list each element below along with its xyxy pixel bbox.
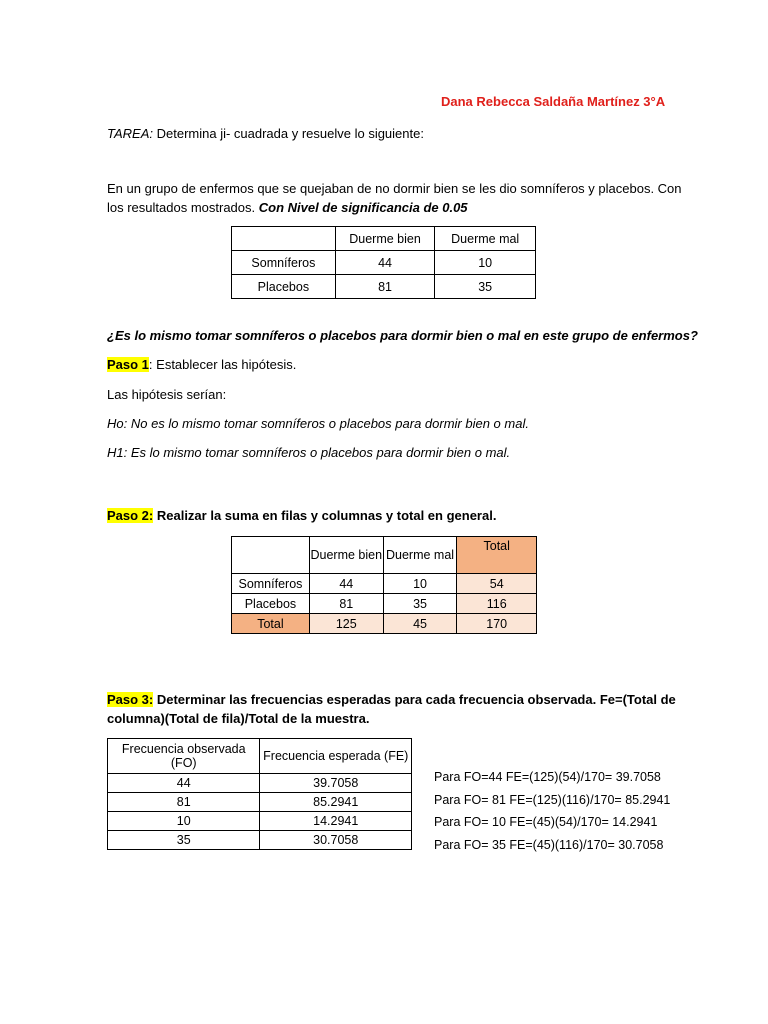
- step1-text: : Establecer las hipótesis.: [148, 357, 297, 372]
- grand-total-cell: 170: [457, 614, 537, 634]
- step1-line: [107, 357, 296, 372]
- calculation-line: Para FO=44 FE=(125)(54)/170= 39.7058: [434, 770, 661, 784]
- table-cell: 14.2941: [260, 812, 412, 831]
- table-cell: 39.7058: [260, 774, 412, 793]
- step2-label: Paso 2:: [107, 508, 154, 523]
- table-totals: [231, 536, 537, 634]
- row-label: Somníferos: [232, 251, 336, 275]
- step3-line-2: columna)(Total de fila)/Total de la muestra.: [107, 711, 370, 726]
- table-cell: 44: [309, 574, 383, 594]
- row-label: Placebos: [232, 594, 310, 614]
- table-header-row: [232, 227, 536, 251]
- table-header-cell: Duerme mal: [435, 227, 536, 251]
- table-cell: 35: [435, 275, 536, 299]
- table-row: [108, 774, 412, 793]
- table-header-cell: Duerme bien: [335, 227, 435, 251]
- table-cell: 35: [383, 594, 457, 614]
- table-cell: 10: [108, 812, 260, 831]
- total-header-cell: Total: [457, 537, 537, 574]
- table-observed: [231, 226, 536, 299]
- table-cell: 10: [435, 251, 536, 275]
- table-cell: 81: [335, 275, 435, 299]
- intro-line-2: [107, 200, 468, 215]
- calculation-line: Para FO= 81 FE=(125)(116)/170= 85.2941: [434, 793, 671, 807]
- table-cell: 44: [108, 774, 260, 793]
- column-total-cell: 45: [383, 614, 457, 634]
- step2-text: Realizar la suma en filas y columnas y total en general.: [153, 508, 497, 523]
- table-row: [232, 574, 537, 594]
- row-total-cell: 116: [457, 594, 537, 614]
- total-row-label: Total: [232, 614, 310, 634]
- table-header-cell: [232, 537, 310, 574]
- row-label: Somníferos: [232, 574, 310, 594]
- table-row: [108, 812, 412, 831]
- table-row: [232, 614, 537, 634]
- intro-line-2-plain: los resultados mostrados.: [107, 200, 259, 215]
- step3-label: Paso 3:: [107, 692, 154, 707]
- calculation-line: Para FO= 35 FE=(45)(116)/170= 30.7058: [434, 838, 664, 852]
- table-header-cell: [232, 227, 336, 251]
- table-row: [232, 251, 536, 275]
- table-cell: 81: [309, 594, 383, 614]
- table-row: [108, 793, 412, 812]
- hypotheses-intro: Las hipótesis serían:: [107, 387, 227, 402]
- task-text: Determina ji- cuadrada y resuelve lo siguiente:: [153, 126, 424, 141]
- step1-label: Paso 1: [107, 357, 149, 372]
- table-header-cell: Duerme bien: [309, 537, 383, 574]
- table-cell: 85.2941: [260, 793, 412, 812]
- table-header-row: [108, 739, 412, 774]
- table-cell: 81: [108, 793, 260, 812]
- table-cell: 44: [335, 251, 435, 275]
- significance-level: Con Nivel de significancia de 0.05: [258, 200, 468, 215]
- task-line: [107, 126, 424, 141]
- table-cell: 10: [383, 574, 457, 594]
- intro-line-1: En un grupo de enfermos que se quejaban de no dormir bien se les dio somníferos y placebos. Con: [107, 181, 682, 196]
- table-header-cell: Frecuencia observada (FO): [108, 739, 260, 774]
- table-header-row: [232, 537, 537, 574]
- table-cell: 35: [108, 831, 260, 850]
- table-row: [232, 594, 537, 614]
- null-hypothesis: Ho: No es lo mismo tomar somníferos o placebos para dormir bien o mal.: [107, 416, 529, 431]
- task-label: TAREA:: [107, 126, 153, 141]
- step2-line: [107, 508, 496, 523]
- table-header-cell: Frecuencia esperada (FE): [260, 739, 412, 774]
- calculation-line: Para FO= 10 FE=(45)(54)/170= 14.2941: [434, 815, 658, 829]
- row-label: Placebos: [232, 275, 336, 299]
- table-header-cell: Duerme mal: [383, 537, 457, 574]
- step3-text: Determinar las frecuencias esperadas para cada frecuencia observada. Fe=(Total de: [153, 692, 676, 707]
- research-question: ¿Es lo mismo tomar somníferos o placebos para dormir bien o mal en este grupo de enfermos?: [107, 328, 698, 343]
- table-row: [108, 831, 412, 850]
- alternative-hypothesis: H1: Es lo mismo tomar somníferos o placebos para dormir bien o mal.: [107, 445, 511, 460]
- row-total-cell: 54: [457, 574, 537, 594]
- step3-line: [107, 692, 676, 707]
- table-frequencies: [107, 738, 412, 850]
- author-name: Dana Rebecca Saldaña Martínez 3°A: [441, 94, 666, 109]
- table-cell: 30.7058: [260, 831, 412, 850]
- table-row: [232, 275, 536, 299]
- column-total-cell: 125: [309, 614, 383, 634]
